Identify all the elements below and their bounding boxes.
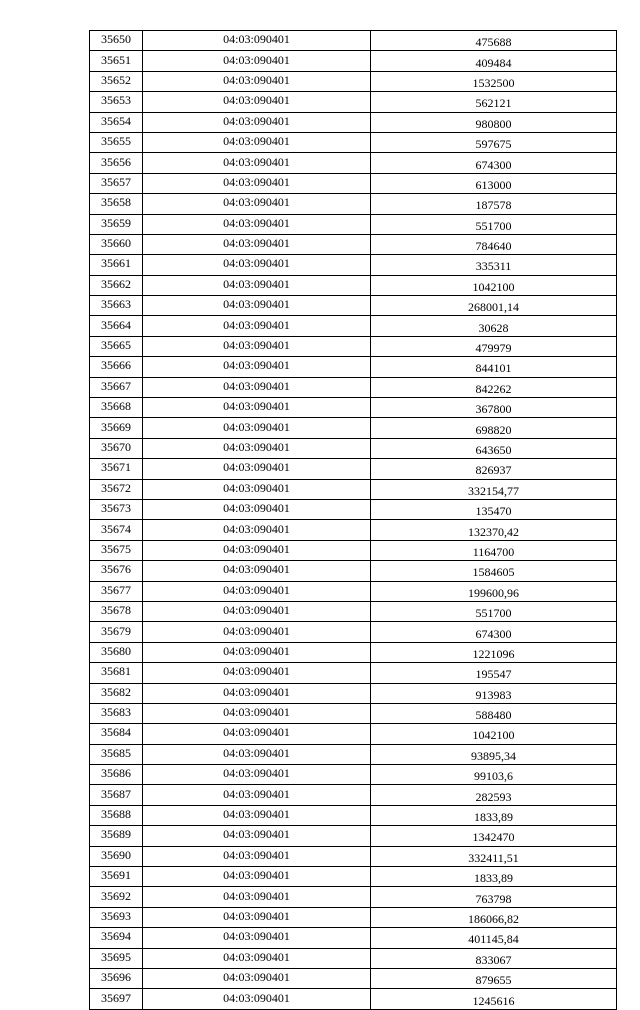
row-number-cell: 35677: [90, 581, 143, 601]
table-row: [90, 724, 617, 744]
value-cell: 475688: [371, 31, 617, 51]
value-cell: 844101: [371, 357, 617, 377]
table-row: [90, 581, 617, 601]
cadastral-code-cell: 04:03:090401: [143, 948, 371, 968]
cadastral-code-cell: 04:03:090401: [143, 499, 371, 519]
row-number-cell: 35663: [90, 296, 143, 316]
cadastral-code-cell: 04:03:090401: [143, 194, 371, 214]
value-cell: 186066,82: [371, 907, 617, 927]
row-number-cell: 35669: [90, 418, 143, 438]
table-row: [90, 540, 617, 560]
row-number-cell: 35672: [90, 479, 143, 499]
row-number-cell: 35681: [90, 663, 143, 683]
table-row: [90, 826, 617, 846]
value-cell: 613000: [371, 173, 617, 193]
cadastral-code-cell: 04:03:090401: [143, 622, 371, 642]
cadastral-code-cell: 04:03:090401: [143, 765, 371, 785]
value-cell: 562121: [371, 92, 617, 112]
value-cell: 99103,6: [371, 765, 617, 785]
cadastral-code-cell: 04:03:090401: [143, 663, 371, 683]
cadastral-code-cell: 04:03:090401: [143, 907, 371, 927]
value-cell: 1833,89: [371, 867, 617, 887]
value-cell: 674300: [371, 153, 617, 173]
table-row: [90, 92, 617, 112]
table-row: [90, 234, 617, 254]
cadastral-code-cell: 04:03:090401: [143, 275, 371, 295]
table-row: [90, 805, 617, 825]
row-number-cell: 35662: [90, 275, 143, 295]
cadastral-code-cell: 04:03:090401: [143, 581, 371, 601]
cadastral-code-cell: 04:03:090401: [143, 438, 371, 458]
table-row: [90, 520, 617, 540]
row-number-cell: 35654: [90, 112, 143, 132]
cadastral-code-cell: 04:03:090401: [143, 540, 371, 560]
table-row: [90, 153, 617, 173]
table-row: [90, 438, 617, 458]
value-cell: 479979: [371, 336, 617, 356]
table-row: [90, 765, 617, 785]
cadastral-code-cell: 04:03:090401: [143, 316, 371, 336]
row-number-cell: 35652: [90, 71, 143, 91]
cadastral-code-cell: 04:03:090401: [143, 459, 371, 479]
table-row: [90, 907, 617, 927]
table-row: [90, 173, 617, 193]
cadastral-code-cell: 04:03:090401: [143, 928, 371, 948]
cadastral-code-cell: 04:03:090401: [143, 561, 371, 581]
row-number-cell: 35660: [90, 234, 143, 254]
row-number-cell: 35667: [90, 377, 143, 397]
value-cell: 195547: [371, 663, 617, 683]
row-number-cell: 35695: [90, 948, 143, 968]
cadastral-code-cell: 04:03:090401: [143, 336, 371, 356]
value-cell: 643650: [371, 438, 617, 458]
row-number-cell: 35665: [90, 336, 143, 356]
table-row: [90, 418, 617, 438]
row-number-cell: 35653: [90, 92, 143, 112]
value-cell: 1042100: [371, 275, 617, 295]
table-row: [90, 275, 617, 295]
cadastral-code-cell: 04:03:090401: [143, 479, 371, 499]
cadastral-code-cell: 04:03:090401: [143, 112, 371, 132]
cadastral-code-cell: 04:03:090401: [143, 887, 371, 907]
value-cell: 282593: [371, 785, 617, 805]
value-cell: 1342470: [371, 826, 617, 846]
value-cell: 551700: [371, 214, 617, 234]
row-number-cell: 35659: [90, 214, 143, 234]
table-row: [90, 336, 617, 356]
table-row: [90, 561, 617, 581]
cadastral-code-cell: 04:03:090401: [143, 703, 371, 723]
cadastral-code-cell: 04:03:090401: [143, 683, 371, 703]
row-number-cell: 35651: [90, 51, 143, 71]
row-number-cell: 35682: [90, 683, 143, 703]
cadastral-code-cell: 04:03:090401: [143, 989, 371, 1009]
value-cell: 132370,42: [371, 520, 617, 540]
value-cell: 588480: [371, 703, 617, 723]
cadastral-code-cell: 04:03:090401: [143, 968, 371, 988]
row-number-cell: 35664: [90, 316, 143, 336]
row-number-cell: 35692: [90, 887, 143, 907]
row-number-cell: 35657: [90, 173, 143, 193]
row-number-cell: 35690: [90, 846, 143, 866]
row-number-cell: 35689: [90, 826, 143, 846]
value-cell: 332411,51: [371, 846, 617, 866]
value-cell: 1245616: [371, 989, 617, 1009]
row-number-cell: 35687: [90, 785, 143, 805]
value-cell: 401145,84: [371, 928, 617, 948]
cadastral-code-cell: 04:03:090401: [143, 867, 371, 887]
row-number-cell: 35661: [90, 255, 143, 275]
table-row: [90, 663, 617, 683]
table-row: [90, 296, 617, 316]
table-row: [90, 51, 617, 71]
row-number-cell: 35683: [90, 703, 143, 723]
table-row: [90, 255, 617, 275]
cadastral-code-cell: 04:03:090401: [143, 214, 371, 234]
table-row: [90, 846, 617, 866]
table-row: [90, 357, 617, 377]
value-cell: 698820: [371, 418, 617, 438]
table-row: [90, 642, 617, 662]
value-cell: 268001,14: [371, 296, 617, 316]
table-row: [90, 703, 617, 723]
table-row: [90, 622, 617, 642]
cadastral-code-cell: 04:03:090401: [143, 377, 371, 397]
table-body: [90, 31, 617, 1010]
table-row: [90, 928, 617, 948]
row-number-cell: 35671: [90, 459, 143, 479]
cadastral-code-cell: 04:03:090401: [143, 724, 371, 744]
cadastral-code-cell: 04:03:090401: [143, 31, 371, 51]
cadastral-code-cell: 04:03:090401: [143, 805, 371, 825]
cadastral-code-cell: 04:03:090401: [143, 234, 371, 254]
row-number-cell: 35676: [90, 561, 143, 581]
value-cell: 199600,96: [371, 581, 617, 601]
table-row: [90, 132, 617, 152]
row-number-cell: 35685: [90, 744, 143, 764]
value-cell: 1042100: [371, 724, 617, 744]
row-number-cell: 35674: [90, 520, 143, 540]
cadastral-code-cell: 04:03:090401: [143, 92, 371, 112]
cadastral-code-cell: 04:03:090401: [143, 601, 371, 621]
table-row: [90, 601, 617, 621]
table-row: [90, 744, 617, 764]
table-row: [90, 214, 617, 234]
value-cell: 784640: [371, 234, 617, 254]
table-row: [90, 31, 617, 51]
row-number-cell: 35656: [90, 153, 143, 173]
row-number-cell: 35670: [90, 438, 143, 458]
table-row: [90, 377, 617, 397]
cadastral-code-cell: 04:03:090401: [143, 642, 371, 662]
row-number-cell: 35696: [90, 968, 143, 988]
table-row: [90, 459, 617, 479]
row-number-cell: 35668: [90, 398, 143, 418]
cadastral-code-cell: 04:03:090401: [143, 846, 371, 866]
table-row: [90, 479, 617, 499]
value-cell: 332154,77: [371, 479, 617, 499]
row-number-cell: 35693: [90, 907, 143, 927]
value-cell: 1532500: [371, 71, 617, 91]
value-cell: 135470: [371, 499, 617, 519]
table-row: [90, 316, 617, 336]
row-number-cell: 35658: [90, 194, 143, 214]
value-cell: 763798: [371, 887, 617, 907]
row-number-cell: 35675: [90, 540, 143, 560]
table-row: [90, 887, 617, 907]
value-cell: 93895,34: [371, 744, 617, 764]
table-row: [90, 112, 617, 132]
cadastral-code-cell: 04:03:090401: [143, 296, 371, 316]
row-number-cell: 35688: [90, 805, 143, 825]
cadastral-code-cell: 04:03:090401: [143, 255, 371, 275]
cadastral-code-cell: 04:03:090401: [143, 51, 371, 71]
value-cell: 842262: [371, 377, 617, 397]
value-cell: 879655: [371, 968, 617, 988]
value-cell: 367800: [371, 398, 617, 418]
value-cell: 1833,89: [371, 805, 617, 825]
value-cell: 409484: [371, 51, 617, 71]
value-cell: 980800: [371, 112, 617, 132]
value-cell: 674300: [371, 622, 617, 642]
row-number-cell: 35655: [90, 132, 143, 152]
cadastral-code-cell: 04:03:090401: [143, 357, 371, 377]
cadastral-code-cell: 04:03:090401: [143, 71, 371, 91]
row-number-cell: 35684: [90, 724, 143, 744]
row-number-cell: 35686: [90, 765, 143, 785]
cadastral-code-cell: 04:03:090401: [143, 153, 371, 173]
row-number-cell: 35694: [90, 928, 143, 948]
row-number-cell: 35679: [90, 622, 143, 642]
table-row: [90, 71, 617, 91]
table-row: [90, 867, 617, 887]
table-row: [90, 398, 617, 418]
row-number-cell: 35673: [90, 499, 143, 519]
cadastral-code-cell: 04:03:090401: [143, 744, 371, 764]
row-number-cell: 35691: [90, 867, 143, 887]
value-cell: 551700: [371, 601, 617, 621]
value-cell: 30628: [371, 316, 617, 336]
table-row: [90, 989, 617, 1009]
row-number-cell: 35680: [90, 642, 143, 662]
value-cell: 597675: [371, 132, 617, 152]
table-row: [90, 194, 617, 214]
value-cell: 833067: [371, 948, 617, 968]
value-cell: 187578: [371, 194, 617, 214]
cadastral-code-cell: 04:03:090401: [143, 398, 371, 418]
row-number-cell: 35697: [90, 989, 143, 1009]
cadastral-code-cell: 04:03:090401: [143, 173, 371, 193]
table-row: [90, 499, 617, 519]
data-table: [89, 30, 617, 1010]
value-cell: 1221096: [371, 642, 617, 662]
cadastral-code-cell: 04:03:090401: [143, 785, 371, 805]
row-number-cell: 35666: [90, 357, 143, 377]
cadastral-code-cell: 04:03:090401: [143, 520, 371, 540]
table-row: [90, 785, 617, 805]
value-cell: 913983: [371, 683, 617, 703]
row-number-cell: 35678: [90, 601, 143, 621]
value-cell: 826937: [371, 459, 617, 479]
value-cell: 1164700: [371, 540, 617, 560]
table-row: [90, 968, 617, 988]
table-row: [90, 683, 617, 703]
value-cell: 1584605: [371, 561, 617, 581]
row-number-cell: 35650: [90, 31, 143, 51]
value-cell: 335311: [371, 255, 617, 275]
cadastral-code-cell: 04:03:090401: [143, 418, 371, 438]
table-row: [90, 948, 617, 968]
cadastral-code-cell: 04:03:090401: [143, 826, 371, 846]
cadastral-code-cell: 04:03:090401: [143, 132, 371, 152]
